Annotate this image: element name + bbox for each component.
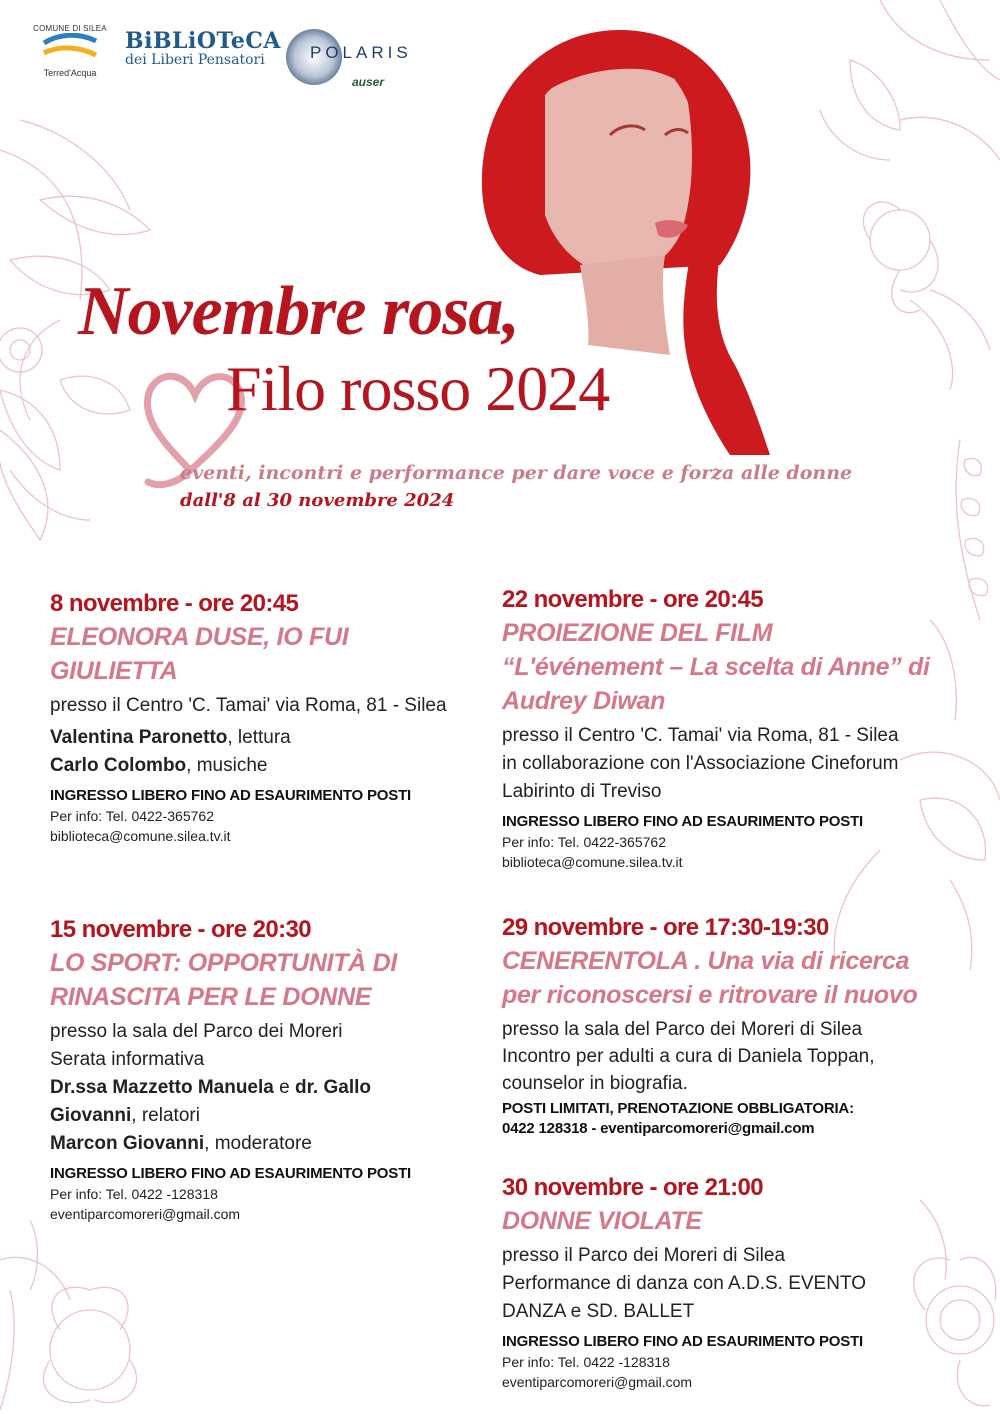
event-person: Marcon Giovanni, moderatore [50, 1133, 312, 1154]
silea-logo-bottom-text: Terred'Acqua [43, 68, 97, 78]
title-line1: Novembre rosa, [78, 273, 519, 350]
event-title: PROIEZIONE DEL FILM “L'événement – La scelta di Anne” di Audrey Diwan [502, 619, 930, 715]
event-details: presso la sala del Parco dei Moreri di Silea Incontro per adulti a cura di Daniela Toppan, counselor in biografia. [502, 1019, 875, 1094]
event-15-november [50, 916, 510, 1224]
biblioteca-logo [125, 28, 281, 68]
silea-logo-top-text: COMUNE DI SILEA [33, 24, 107, 33]
event-phone: Per info: Tel. 0422-365762 [502, 834, 666, 850]
event-email: eventiparcomoreri@gmail.com [50, 1206, 241, 1222]
polaris-name: POLARIS [310, 43, 412, 62]
event-person: Carlo Colombo, musiche [50, 755, 268, 776]
event-22-november [502, 586, 972, 872]
event-title: LO SPORT: OPPORTUNITÀ DI RINASCITA PER LE DONNE [50, 949, 397, 1011]
comune-silea-logo [30, 24, 110, 78]
subtitle: eventi, incontri e performance per dare voce e forza alle donne [180, 462, 853, 484]
event-date: 29 novembre - ore 17:30-19:30 [502, 914, 829, 941]
event-date: 22 novembre - ore 20:45 [502, 586, 763, 613]
event-date: 8 novembre - ore 20:45 [50, 590, 299, 617]
event-title: ELEONORA DUSE, IO FUI GIULIETTA [50, 623, 349, 685]
event-phone: Per info: Tel. 0422-365762 [50, 808, 214, 824]
event-details: presso il Centro 'C. Tamai' via Roma, 81 - Silea in collaborazione con l'Associazione Cineforum Labirinto di Treviso [502, 725, 899, 802]
event-info [50, 1184, 510, 1224]
polaris-sub: auser [352, 75, 385, 89]
date-range: dall'8 al 30 novembre 2024 [180, 490, 455, 511]
event-details [50, 692, 510, 780]
title-line2: Filo rosso 2024 [226, 353, 610, 424]
event-person: Dr.ssa Mazzetto Manuela e dr. Gallo [50, 1077, 371, 1098]
event-29-november [502, 914, 972, 1139]
polaris-logo [284, 25, 414, 95]
event-info [50, 806, 510, 846]
event-8-november [50, 590, 510, 846]
biblioteca-logo-line1: BiBLiOTeCA [125, 28, 281, 54]
event-title: DONNE VIOLATE [502, 1207, 702, 1235]
silea-wave-icon [40, 33, 100, 61]
event-date: 15 novembre - ore 20:30 [50, 916, 311, 943]
event-email: biblioteca@comune.silea.tv.it [50, 828, 231, 844]
event-info [502, 1352, 972, 1392]
event-location: presso il Centro 'C. Tamai' via Roma, 81 - Silea [50, 695, 447, 716]
event-ingresso: INGRESSO LIBERO FINO AD ESAURIMENTO POSTI [502, 1333, 863, 1350]
event-details: presso il Parco dei Moreri di Silea Performance di danza con A.D.S. EVENTO DANZA e SD. BALLET [502, 1245, 866, 1322]
event-title: CENERENTOLA . Una via di ricerca per riconoscersi e ritrovare il nuovo [502, 947, 918, 1009]
event-email: eventiparcomoreri@gmail.com [502, 1374, 693, 1390]
event-booking: POSTI LIMITATI, PRENOTAZIONE OBBLIGATORIA: 0422 128318 - eventiparcomoreri@gmail.com [502, 1100, 854, 1137]
event-person: Giovanni, relatori [50, 1105, 200, 1126]
event-phone: Per info: Tel. 0422 -128318 [50, 1186, 218, 1202]
event-ingresso: INGRESSO LIBERO FINO AD ESAURIMENTO POSTI [50, 787, 411, 804]
event-email: biblioteca@comune.silea.tv.it [502, 854, 683, 870]
event-date: 30 novembre - ore 21:00 [502, 1174, 763, 1201]
event-30-november [502, 1174, 972, 1392]
event-person: Valentina Paronetto, lettura [50, 727, 291, 748]
event-details: presso la sala del Parco dei Moreri Serata informativa Dr.ssa Mazzetto Manuela e dr. Gallo Giovanni, relatori Marcon Giovanni, moderatore [50, 1018, 510, 1158]
event-phone: Per info: Tel. 0422 -128318 [502, 1354, 670, 1370]
biblioteca-logo-line2: dei Liberi Pensatori [125, 52, 265, 68]
event-ingresso: INGRESSO LIBERO FINO AD ESAURIMENTO POSTI [50, 1165, 411, 1182]
event-info [502, 832, 972, 872]
event-ingresso: INGRESSO LIBERO FINO AD ESAURIMENTO POSTI [502, 813, 863, 830]
